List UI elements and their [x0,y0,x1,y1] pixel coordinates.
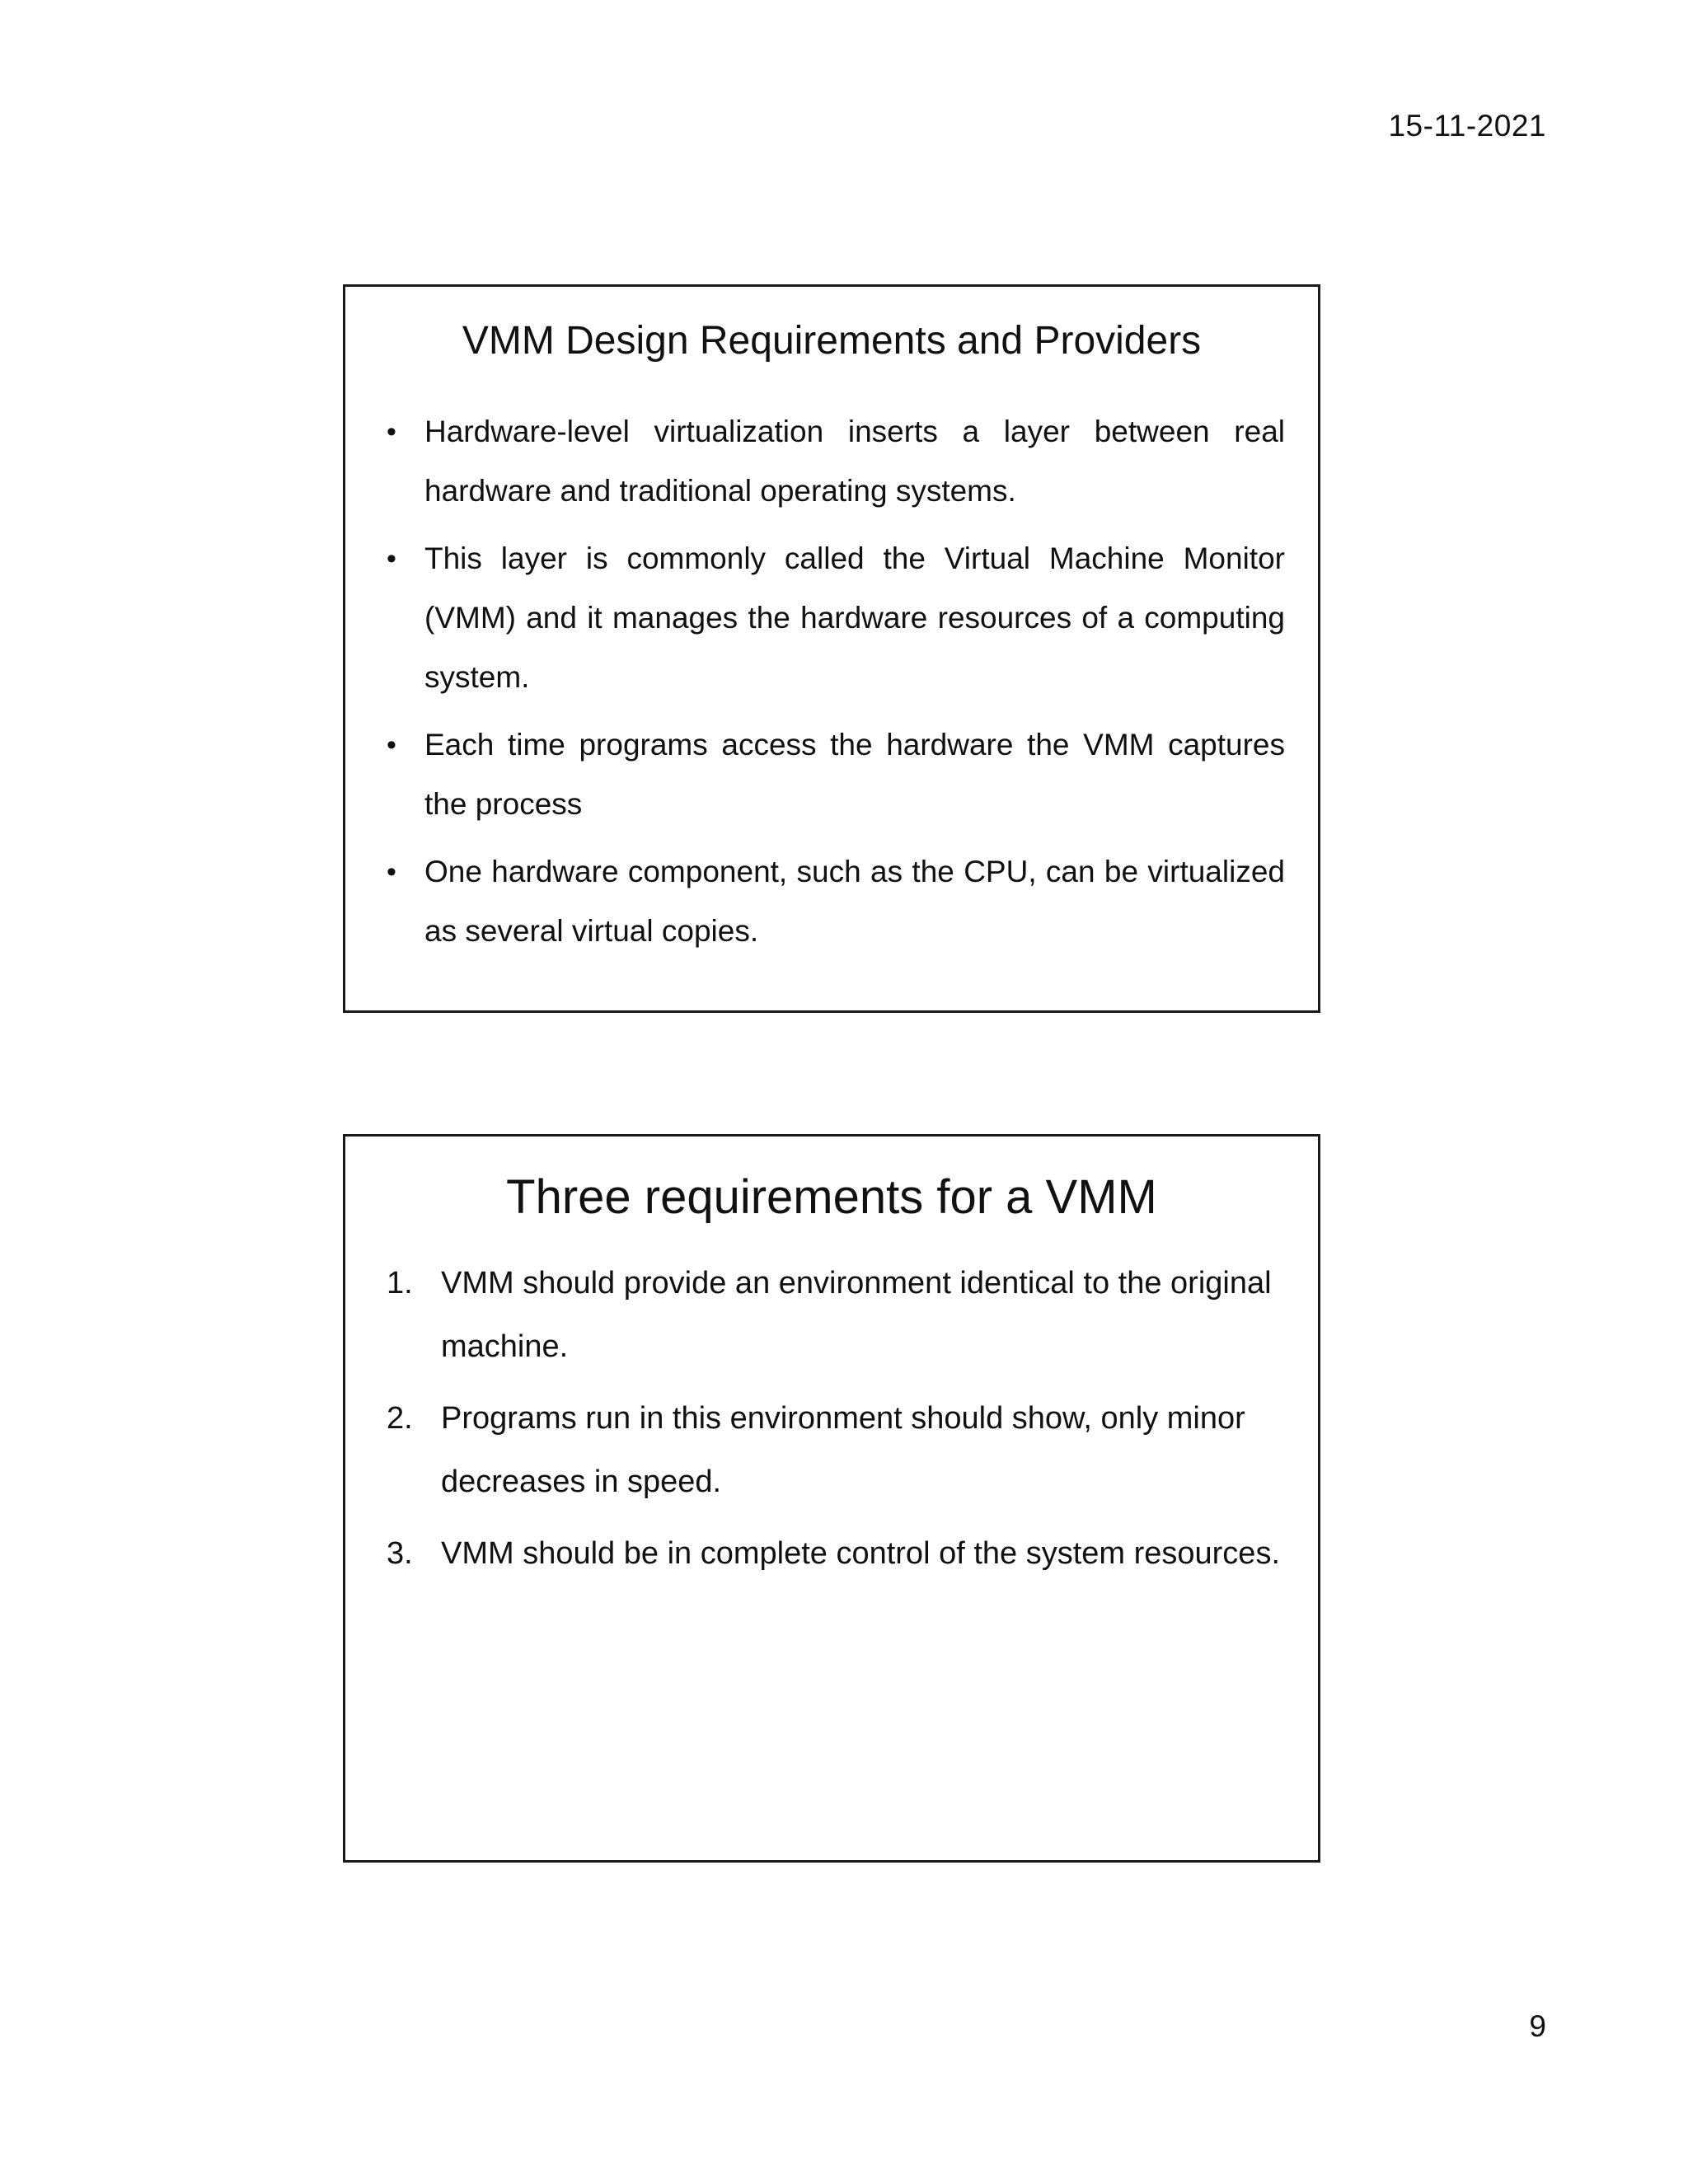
bullet-item [387,402,1285,521]
bullet-text: This layer is commonly called the Virtual Machine Monitor (VMM) and it manages the hardware resources of a computing system. [424,541,1285,694]
bullet-text: Hardware-level virtualization inserts a layer between real hardware and traditional operating systems. [424,415,1285,508]
page-number: 9 [1529,2009,1546,2043]
numbered-item [387,1387,1285,1514]
bullet-icon: • [387,416,396,448]
bullet-icon: • [387,856,396,888]
item-number: 1. [387,1266,413,1301]
numbered-item [387,1252,1285,1379]
slide-three-requirements [343,1134,1320,1863]
bullet-icon: • [387,543,396,574]
slide-vmm-design-requirements [343,284,1320,1013]
bullet-text: One hardware component, such as the CPU, can be virtualized as several virtual copies. [424,855,1285,948]
bullet-list [387,402,1285,969]
bullet-icon: • [387,729,396,761]
slide-title: Three requirements for a VMM [506,1170,1157,1224]
numbered-item [387,1522,1285,1586]
item-number: 3. [387,1536,413,1571]
bullet-text: Each time programs access the hardware the VMM captures the process [424,728,1285,821]
bullet-item [387,842,1285,961]
bullet-item [387,529,1285,707]
item-text: VMM should provide an environment identical to the original machine. [441,1266,1272,1364]
slide-title: VMM Design Requirements and Providers [462,319,1202,363]
item-text: VMM should be in complete control of the system resources. [441,1536,1281,1571]
numbered-list [387,1252,1285,1594]
item-text: Programs run in this environment should show, only minor decreases in speed. [441,1401,1245,1499]
bullet-item [387,715,1285,834]
item-number: 2. [387,1401,413,1436]
document-date: 15-11-2021 [1388,109,1546,143]
